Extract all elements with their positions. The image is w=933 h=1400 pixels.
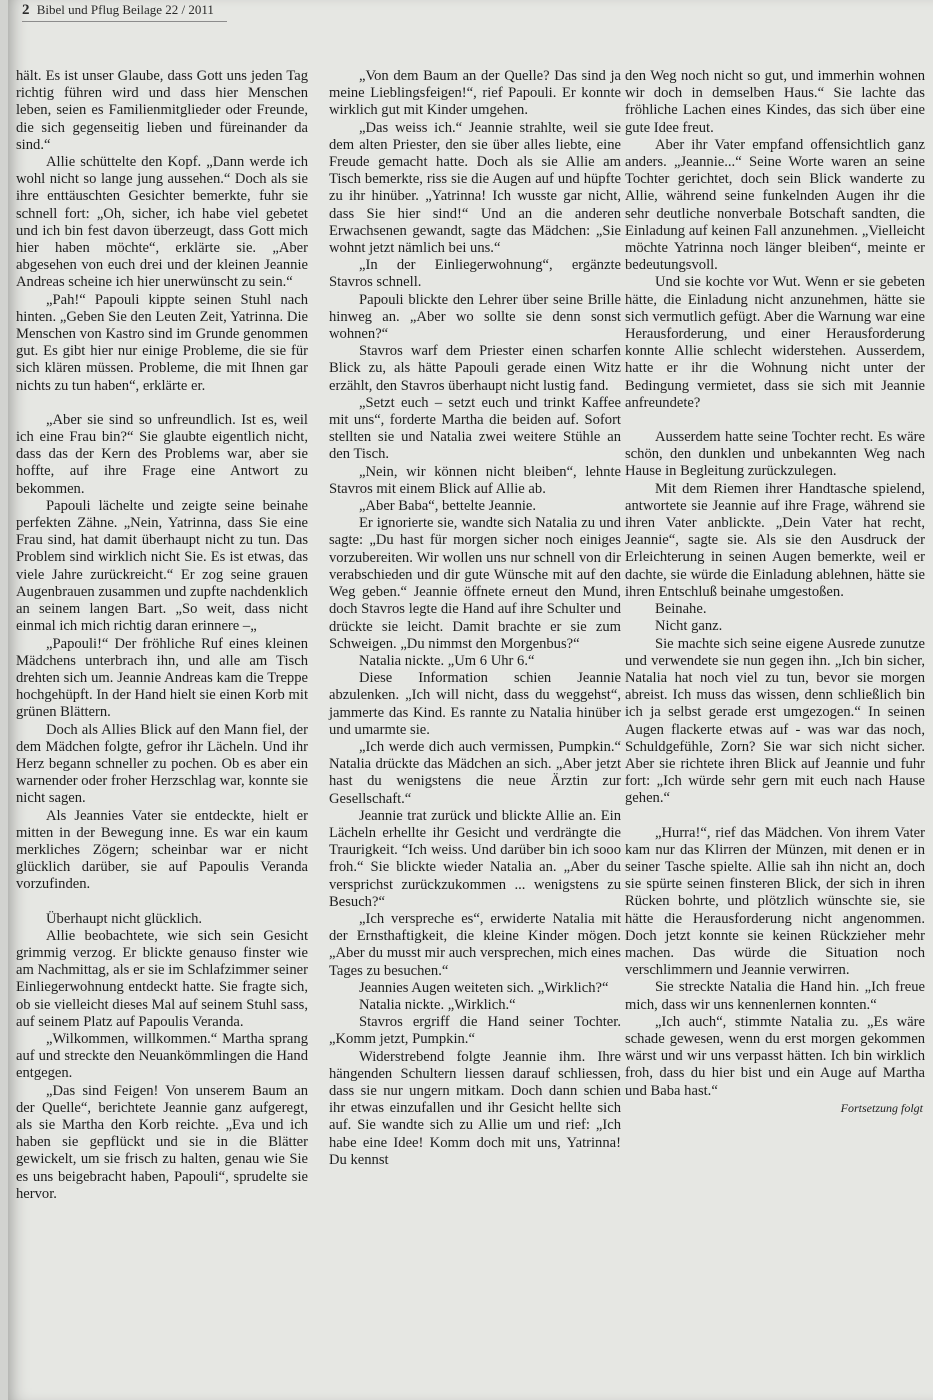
paragraph: Ausserdem hatte seine Tochter recht. Es wäre schön, den dunklen und unbekannten Weg nach Hause in Begleitung zurückzulegen. bbox=[625, 429, 925, 480]
paragraph: „Nein, wir können nicht bleiben“, lehnte Stavros mit einem Blick auf Allie ab. bbox=[329, 463, 621, 497]
publication-title: Bibel und Pflug Beilage 22 / 2011 bbox=[36, 2, 214, 17]
paragraph: Natalia nickte. „Um 6 Uhr 6.“ bbox=[359, 652, 535, 669]
page-number: 2 bbox=[22, 2, 30, 18]
paragraph: „Aber Baba“, bettelte Jeannie. bbox=[359, 498, 537, 515]
paragraph: „Wilkommen, willkommen.“ Martha sprang auf und streckte den Neuankömmlingen die Hand entgegen. bbox=[16, 1030, 308, 1082]
paragraph: Jeannies Augen weiteten sich. „Wirklich?“ bbox=[359, 979, 609, 996]
paragraph: Beinahe. bbox=[655, 601, 707, 618]
paragraph: Sie streckte Natalia die Hand hin. „Ich freue mich, dass wir uns kennenlernen konnten.“ bbox=[625, 979, 925, 1013]
continuation-note: Fortsetzung folgt bbox=[840, 1100, 923, 1115]
paragraph: Aber ihr Vater empfand offensichtlich ganz anders. „Jeannie...“ Seine Worte waren an seine Tochter gerichtet, doch sein Blick wanderte zu Allie, während seine funkelnden Augen ihr die sehr deutliche nonverbale Botschaft sandten, die Einladung auf keinen Fall anzunehmen. „Vielleicht möchte Yatrinna noch länger bleiben“, meinte er bedeutungsvoll. bbox=[625, 136, 925, 274]
text-column-3 bbox=[625, 68, 925, 1117]
newspaper-page bbox=[8, 0, 933, 1400]
paragraph: „Setzt euch – setzt euch und trinkt Kaffee mit uns“, forderte Martha die beiden auf. Sofort stellten sie und Natalia zwei weitere Stühle an den Tisch. bbox=[329, 394, 621, 463]
header-rule bbox=[22, 21, 227, 22]
paragraph: „Hurra!“, rief das Mädchen. Von ihrem Vater kam nur das Klirren der Münzen, mit denen er in seiner Tasche spielte. Allie sah ihn nicht an, doch sie spürte seinen finsteren Blick, der sich in ihren Rücken bohrte, und plötzlich wünschte sie, sie hätte die Herausforderung nicht angenommen. Doch jetzt konnte sie keinen Rückzieher mehr machen. Das würde die Situation noch verschlimmern und Jeannie verwirren. bbox=[625, 824, 925, 979]
paragraph: Nicht ganz. bbox=[655, 618, 723, 635]
paragraph: Doch als Allies Blick auf den Mann fiel, der dem Mädchen folgte, gefror ihr Lächeln. Und ihr Herz begann schneller zu pochen. Ob es aber ein warnender oder froher Herzschlag war, konnte sie nicht sagen. bbox=[16, 721, 308, 807]
paragraph: Widerstrebend folgte Jeannie ihm. Ihre hängenden Schultern liessen darauf schliessen, dass sie nur ungern mitkam. Doch dann schien ihr etwas einzufallen und ihr Gesicht hellte sich auf. Sie wandte sich zu Allie um und rief: „Ich habe eine Idee! Komm doch mit uns, Yatrinna! Du kennst bbox=[329, 1048, 621, 1168]
paragraph: „Papouli!“ Der fröhliche Ruf eines kleinen Mädchens unterbrach ihn, und alle am Tisch drehten sich um. Jeannie Andreas kam die Treppe hochgehüpft. In der Hand hielt sie einen Korb mit grünen Blättern. bbox=[16, 635, 308, 721]
paragraph: „Ich auch“, stimmte Natalia zu. „Es wäre schade gewesen, wenn du erst morgen gekommen wärst und wir uns verpasst hätten. Ich bin wirklich froh, dass du hier bist und ein Auge auf Martha und Baba hast.“ bbox=[625, 1013, 925, 1099]
paragraph: Diese Information schien Jeannie abzulenken. „Ich will nicht, dass du weggehst“, jammerte das Kind. Es rannte zu Natalia hinüber und umarmte sie. bbox=[329, 670, 621, 738]
paragraph: „Ich verspreche es“, erwiderte Natalia mit der Ernsthaftigkeit, die kleine Kinder mögen. „Aber du musst mir auch versprechen, mich eines Tages zu besuchen.“ bbox=[329, 910, 621, 979]
paragraph: „In der Einliegerwohnung“, ergänzte Stavros schnell. bbox=[329, 257, 621, 291]
paragraph: Als Jeannies Vater sie entdeckte, hielt er mitten in der Bewegung inne. Es war ein kaum merkliches Zögern; scheinbar war er nicht glücklich darüber, sie auf Papoulis Veranda vorzufinden. bbox=[16, 807, 308, 893]
paragraph: Mit dem Riemen ihrer Handtasche spielend, antwortete sie Jeannie auf ihre Frage, während sie ihren Vater anblickte. „Dein Vater hat recht, Jeannie“, sagte sie. Als sie den Ausdruck der Erleichterung in seinen Augen bemerkte, weil er dachte, sie würde die Einladung ablehnen, hätte sie ihren Entschluß beinahe umgestoßen. bbox=[625, 480, 925, 600]
page-header bbox=[22, 0, 214, 22]
paragraph: Er ignorierte sie, wandte sich Natalia zu und sagte: „Du hast für morgen sicher noch einiges vorzubereiten. Wir wollen uns nur schnell von dir verabschieden und dir gute Wünsche mit auf den Weg geben.“ Jeannie öffnete erneut den Mund, doch Stavros legte die Hand auf ihre Schulter und drückte sie leicht. Damit brachte er sie zum Schweigen. „Du nimmst den Morgenbus?“ bbox=[329, 515, 621, 652]
paragraph: Papouli lächelte und zeigte seine beinahe perfekten Zähne. „Nein, Yatrinna, dass Sie eine Frau sind, hat damit überhaupt nicht zu tun. Das Problem sind wirklich nicht Sie. Es ist etwas, das viele Jahre zurückreicht.“ Er zog seine grauen Augenbrauen zusammen und zupfte nachdenklich an seinem langen Bart. „So weit, dass nicht einmal ich mich richtig daran erinnere –„ bbox=[16, 497, 308, 635]
paragraph: Und sie kochte vor Wut. Wenn er sie gebeten hätte, die Einladung nicht anzunehmen, hätte sie sich vermutlich gefügt. Aber die Warnung war eine Herausforderung, und einer Herausforderung konnte Allie schlecht widerstehen. Ausserdem, hatte er ihr die Wohnung nicht unter der Bedingung vermietet, dass sie sich mit Jeannie anfreundete? bbox=[625, 274, 925, 411]
paragraph: Papouli blickte den Lehrer über seine Brille hinweg an. „Aber wo sollte sie denn sonst wohnen?“ bbox=[329, 291, 621, 343]
paragraph: den Weg noch nicht so gut, und immerhin wohnen wir doch in demselben Haus.“ Sie lachte das fröhliche Lachen eines Kindes, das sich über eine gute Idee freut. bbox=[625, 68, 925, 136]
text-column-2 bbox=[329, 68, 621, 1169]
paragraph: Jeannie trat zurück und blickte Allie an. Ein Lächeln erhellte ihr Gesicht und verdrängte die Traurigkeit. “Ich weiss. Und darüber bin ich sooo froh.“ Sie blickte wieder Natalia an. „Aber du versprichst zurückzukommen ... wenigstens zu Besuch?“ bbox=[329, 807, 621, 910]
paragraph: Allie beobachtete, wie sich sein Gesicht grimmig verzog. Er blickte genauso finster wie am Nachmittag, als er sie im Schlafzimmer seiner Einliegerwohnung entdeckt hatte. Sie fragte sich, ob sie vielleicht dieses Mal auf seinem Stuhl sass, auf seinem Platz auf Papoulis Veranda. bbox=[16, 927, 308, 1030]
text-column-1 bbox=[16, 68, 308, 1203]
paragraph: Natalia nickte. „Wirklich.“ bbox=[359, 996, 516, 1013]
paragraph: „Aber sie sind so unfreundlich. Ist es, weil ich eine Frau bin?“ Sie glaubte eigentlich nicht, dass das der Kern des Problems war, aber sie hoffte, auf ihre Frage eine Antwort zu bekommen. bbox=[16, 411, 308, 497]
paragraph: hält. Es ist unser Glaube, dass Gott uns jeden Tag richtig führen wird und dass hier Menschen leben, seien es Familienmitglieder oder Freunde, die sich gegenseitig lieben und füreinander da sind.“ bbox=[16, 68, 308, 153]
paragraph: Überhaupt nicht glücklich. bbox=[46, 910, 203, 927]
paragraph: „Ich werde dich auch vermissen, Pumpkin.“ Natalia drückte das Mädchen an sich. „Aber jetzt hast du wenigstens die neue Ärztin zur Gesellschaft.“ bbox=[329, 738, 621, 807]
paragraph: „Pah!“ Papouli kippte seinen Stuhl nach hinten. „Geben Sie den Leuten Zeit, Yatrinna. Die Menschen von Kastro sind im Grunde genommen gut. Es gibt hier nur einige Probleme, die sie für sich klären müssen. Probleme, die mit Ihnen gar nichts zu tun haben“, erklärte er. bbox=[16, 291, 308, 394]
paragraph: Stavros warf dem Priester einen scharfen Blick zu, als hätte Papouli gerade einen Witz erzählt, den Stavros überhaupt nicht lustig fand. bbox=[329, 343, 621, 394]
paragraph: Stavros ergriff die Hand seiner Tochter. „Komm jetzt, Pumpkin.“ bbox=[329, 1014, 621, 1048]
paragraph: Sie machte sich seine eigene Ausrede zunutze und verwendete sie nun gegen ihn. „Ich bin sicher, Natalia hat noch viel zu tun, bevor sie morgen abreist. Ich muss das wissen, denn schließlich bin ich ja selbst gerade erst umgezogen.“ In seinen Augen flackerte etwas auf - was war das noch, Schuldgefühle, Zorn? Sie war sich nicht sicher. Aber sie richtete ihren Blick auf Jeannie und fuhr fort: „Ich würde sehr gern mit euch nach Hause gehen.“ bbox=[625, 635, 925, 807]
paragraph: Allie schüttelte den Kopf. „Dann werde ich wohl nicht so lange jung aussehen.“ Doch als sie ihre enttäuschten Gesichter bemerkte, fuhr sie schnell fort: „Oh, sicher, ich habe viel gebetet und ich bin fest davon überzeugt, dass Gott mich hier haben möchte“, erklärte sie. „Aber abgesehen von euch drei und der kleinen Jeannie Andreas scheine ich hier unerwünscht zu sein.“ bbox=[16, 154, 308, 291]
paragraph: „Das sind Feigen! Von unserem Baum an der Quelle“, berichtete Jeannie ganz aufgeregt, als sie Martha den Korb reichte. „Eva und ich haben sie gepflückt und sie in die Blätter gewickelt, um sie frisch zu halten, genau wie Sie es uns beigebracht haben, Papouli“, sprudelte sie hervor. bbox=[16, 1082, 308, 1202]
paragraph: „Von dem Baum an der Quelle? Das sind ja meine Lieblingsfeigen!“, rief Papouli. Er konnte wirklich gut mit Kinder umgehen. bbox=[329, 68, 621, 119]
paragraph: „Das weiss ich.“ Jeannie strahlte, weil sie dem alten Priester, den sie über alles liebte, eine Freude gemacht hatte. Doch als sie Allie am Tisch bemerkte, riss sie die Augen auf und hüpfte zu ihr hinüber. „Yatrinna! Ich wusste gar nicht, dass Sie hier sind!“ Und an die anderen Erwachsenen gewandt, sagte das Mädchen: „Sie wohnt jetzt nämlich bei uns.“ bbox=[329, 119, 621, 257]
